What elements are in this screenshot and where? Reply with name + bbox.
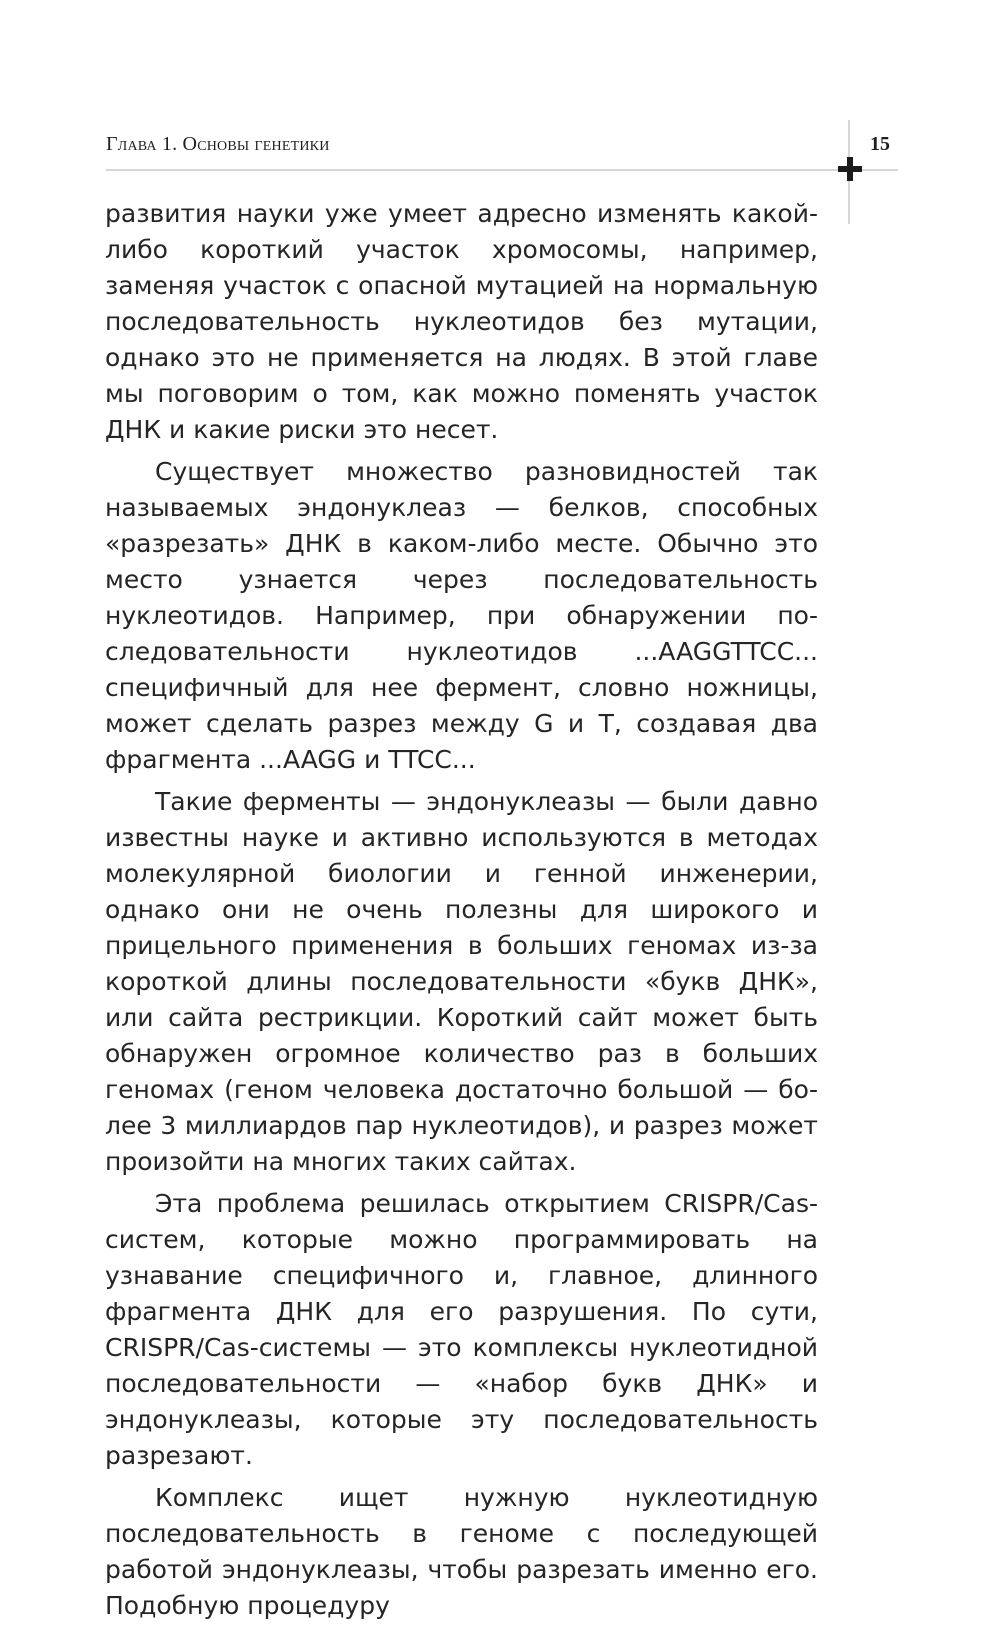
plus-mark-icon-vertical bbox=[847, 157, 853, 181]
paragraph: Эта проблема решилась открытием CRISPR/Cas-систем, которые можно программировать на узнавание специфичного и, главное, длинного фрагмента ДНК для его разрушения. По сути, CRISPR/Cas-системы — это комплексы нуклеотидной последовательности — «набор букв ДНК» и эндонуклеазы, которые эту последовательность разрезают. bbox=[105, 1189, 818, 1470]
header-rule bbox=[106, 169, 898, 171]
paragraph: Существует множество разновидностей так называемых эндонуклеаз — белков, способных «разрезать» ДНК в каком-либо месте. Обычно это место узнается через последовательность нуклеотидов. Например, при обнаружении последовательности нуклеотидов ...AAGGTTCC... специфичный для нее фермент, словно ножницы, может сделать разрез между G и T, создавая два фрагмента ...AAGG и TTCC... bbox=[105, 457, 818, 774]
page-number: 15 bbox=[870, 133, 890, 155]
chapter-label: Глава 1. bbox=[106, 133, 178, 155]
running-header bbox=[106, 133, 330, 156]
paragraph: Комплекс ищет нужную нуклеотидную последовательность в геноме с последующей работой эндонуклеазы, чтобы разрезать именно его. Подобную процедуру bbox=[105, 1483, 818, 1620]
body-text bbox=[105, 196, 818, 1630]
paragraph: развития науки уже умеет адресно изменять какой-либо короткий участок хромосомы, например, заменяя участок с опасной мутацией на нормальную последовательность нуклеотидов без мутации, однако это не применяется на людях. В этой главе мы поговорим о том, как можно поменять участок ДНК и какие риски это несет. bbox=[105, 199, 818, 444]
paragraph: Такие ферменты — эндонуклеазы — были давно известны науке и активно используются в методах молекулярной биологии и генной инженерии, однако они не очень полезны для широкого и прицельного применения в больших геномах из-за короткой длины последовательности «букв ДНК», или сайта рестрикции. Короткий сайт может быть обнаружен огромное количество раз в больших геномах (геном человека достаточно большой — более 3 миллиардов пар нуклеотидов), и разрез может произойти на многих таких сайтах. bbox=[105, 787, 818, 1176]
chapter-title: Основы генетики bbox=[182, 133, 330, 155]
